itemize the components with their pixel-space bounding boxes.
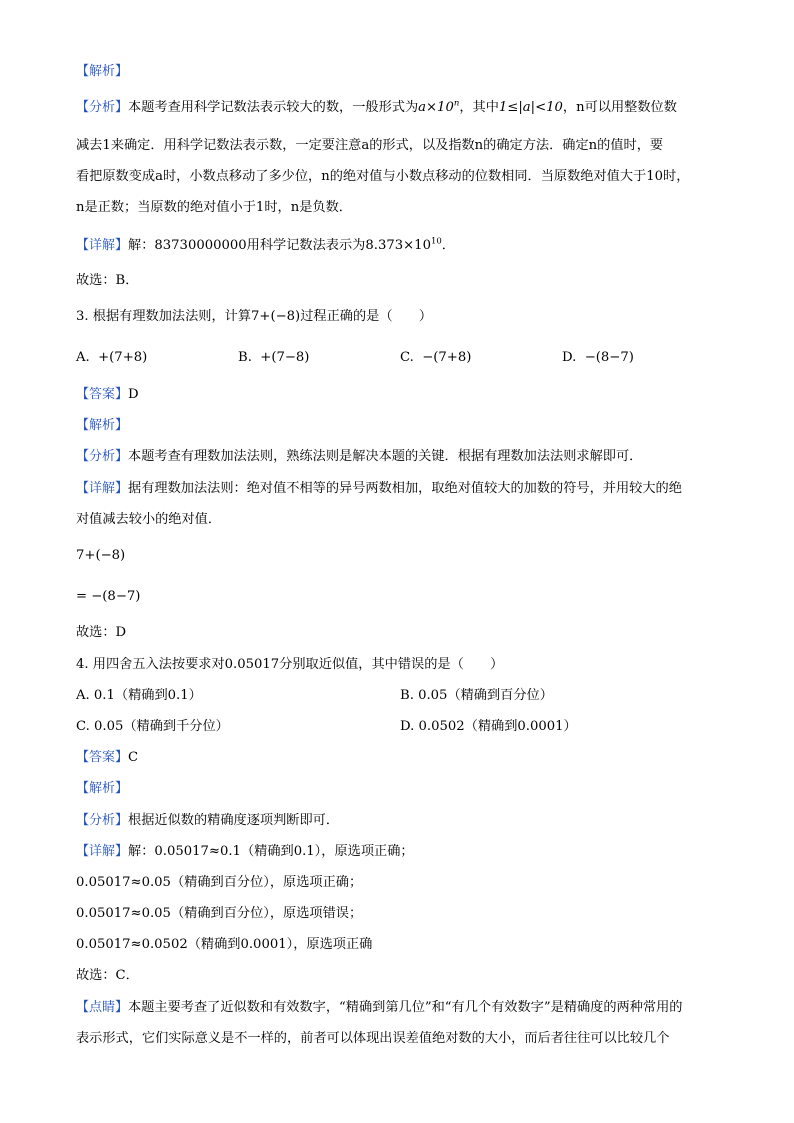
q3-option-c	[400, 349, 471, 367]
q2-fenxi-line-2: 减去1来确定．用科学记数法表示数，一定要注意a的形式，以及指数n的确定方法．确定n的值时，要	[76, 138, 664, 153]
q4-xiangjie-line-3: 0.05017≈0.05（精确到百分位），原选项错误；	[76, 906, 363, 921]
q4-daan-line	[76, 749, 722, 767]
q3-option-a-expr: +(7+8)	[98, 350, 148, 365]
q4-xiangjie-line-1	[76, 843, 722, 861]
q3-option-c-label: C.	[400, 350, 414, 365]
q2-xiangjie-line	[76, 237, 722, 255]
q2-fenxi-line-1	[76, 99, 722, 117]
q3-daan-line	[76, 386, 722, 404]
q3-stem-a: 3. 根据有理数加法法则，计算	[76, 309, 252, 324]
q2-sci-form-base: a×10	[418, 100, 454, 115]
q4-xiangjie-text-1: 解：0.05017≈0.1（精确到0.1），原选项正确；	[128, 844, 414, 859]
q3-daan-value: D	[128, 387, 139, 402]
q4-jiexi-heading: 【解析】	[76, 781, 129, 796]
q4-fenxi-tag: 【分析】	[76, 813, 129, 828]
q2-xiangjie-tag: 【详解】	[76, 238, 129, 253]
q2-fenxi-text-c: ，n可以用整数位数	[562, 100, 677, 115]
q4-option-b: B. 0.05（精确到百分位）	[400, 688, 553, 703]
q4-option-c: C. 0.05（精确到千分位）	[76, 719, 229, 734]
q4-answer-line: 故选：C．	[76, 968, 139, 983]
q3-jiexi-heading: 【解析】	[76, 418, 129, 433]
q2-xiangjie-end: ．	[441, 238, 455, 253]
q3-stem-b: 过程正确的是（ ）	[300, 309, 433, 324]
q2-fenxi-text-a: 本题考查用科学记数法表示较大的数，一般形式为	[128, 100, 419, 115]
q4-option-d: D. 0.0502（精确到0.0001）	[400, 719, 577, 734]
q4-option-a: A. 0.1（精确到0.1）	[76, 688, 202, 703]
q3-stem	[76, 308, 722, 326]
q3-option-a-label: A.	[76, 350, 90, 365]
q4-fenxi-text: 根据近似数的精确度逐项判断即可．	[128, 813, 340, 828]
q3-fenxi-tag: 【分析】	[76, 449, 129, 464]
q3-option-c-expr: −(7+8)	[422, 350, 472, 365]
q3-option-d	[562, 349, 634, 367]
q2-sci-form-exp: n	[453, 98, 460, 109]
q3-xiangjie-tag: 【详解】	[76, 481, 129, 496]
q3-xiangjie-text-1: 据有理数加法法则：绝对值不相等的异号两数相加，取绝对值较大的加数的符号，并用较大的绝	[128, 481, 682, 496]
q3-step-2: = −(8−7)	[76, 589, 141, 604]
q2-range: 1≤|a|<10	[498, 100, 563, 115]
q2-fenxi-tag: 【分析】	[76, 100, 129, 115]
q4-daan-tag: 【答案】	[76, 750, 129, 765]
q3-stem-expr: 7+(−8)	[251, 309, 301, 324]
q3-answer-line: 故选：D	[76, 625, 127, 640]
q2-sci-form	[418, 100, 459, 115]
q2-fenxi-text-b: ，其中	[459, 100, 499, 115]
q3-option-a	[76, 349, 147, 367]
q4-xiangjie-line-2: 0.05017≈0.05（精确到百分位），原选项正确；	[76, 875, 363, 890]
q3-option-b-expr: +(7−8)	[260, 350, 310, 365]
q2-jiexi-heading: 【解析】	[76, 64, 129, 79]
q3-option-d-expr: −(8−7)	[584, 350, 634, 365]
q2-xiangjie-result	[365, 238, 441, 253]
q4-dianjing-tag: 【点睛】	[76, 1000, 129, 1015]
q3-xiangjie-line-2: 对值减去较小的绝对值．	[76, 512, 222, 527]
q3-fenxi-text: 本题考查有理数加法法则，熟练法则是解决本题的关键．根据有理数加法法则求解即可．	[128, 449, 643, 464]
q4-xiangjie-tag: 【详解】	[76, 844, 129, 859]
q3-daan-tag: 【答案】	[76, 387, 129, 402]
q2-fenxi-line-4: n是正数；当原数的绝对值小于1时，n是负数．	[76, 200, 352, 215]
q3-option-d-label: D.	[562, 350, 577, 365]
q4-xiangjie-line-4: 0.05017≈0.0502（精确到0.0001），原选项正确	[76, 937, 373, 952]
q3-fenxi-line	[76, 448, 722, 466]
q3-step-1: 7+(−8)	[76, 548, 126, 563]
q2-fenxi-line-3: 看把原数变成a时，小数点移动了多少位，n的绝对值与小数点移动的位数相同．当原数绝对值大于10时，	[76, 169, 690, 184]
q2-result-exp: 10	[430, 236, 442, 247]
q4-dianjing-line-2: 表示形式，它们实际意义是不一样的，前者可以体现出误差值绝对数的大小，而后者往往可以比较几个	[76, 1031, 670, 1046]
q4-dianjing-text-1: 本题主要考查了近似数和有效数字，“精确到第几位”和“有几个有效数字”是精确度的两种常用的	[128, 1000, 683, 1015]
q4-daan-value: C	[128, 750, 139, 765]
q2-xiangjie-text: 解：83730000000用科学记数法表示为	[128, 238, 366, 253]
q4-fenxi-line	[76, 812, 722, 830]
q3-xiangjie-line-1	[76, 480, 722, 498]
q3-option-b	[238, 349, 309, 367]
q2-result-base: 8.373×10	[365, 238, 431, 253]
q4-stem: 4. 用四舍五入法按要求对0.05017分别取近似值，其中错误的是（ ）	[76, 657, 504, 672]
q3-option-b-label: B.	[238, 350, 252, 365]
q2-answer-line: 故选：B．	[76, 273, 139, 288]
q4-dianjing-line-1	[76, 999, 722, 1017]
